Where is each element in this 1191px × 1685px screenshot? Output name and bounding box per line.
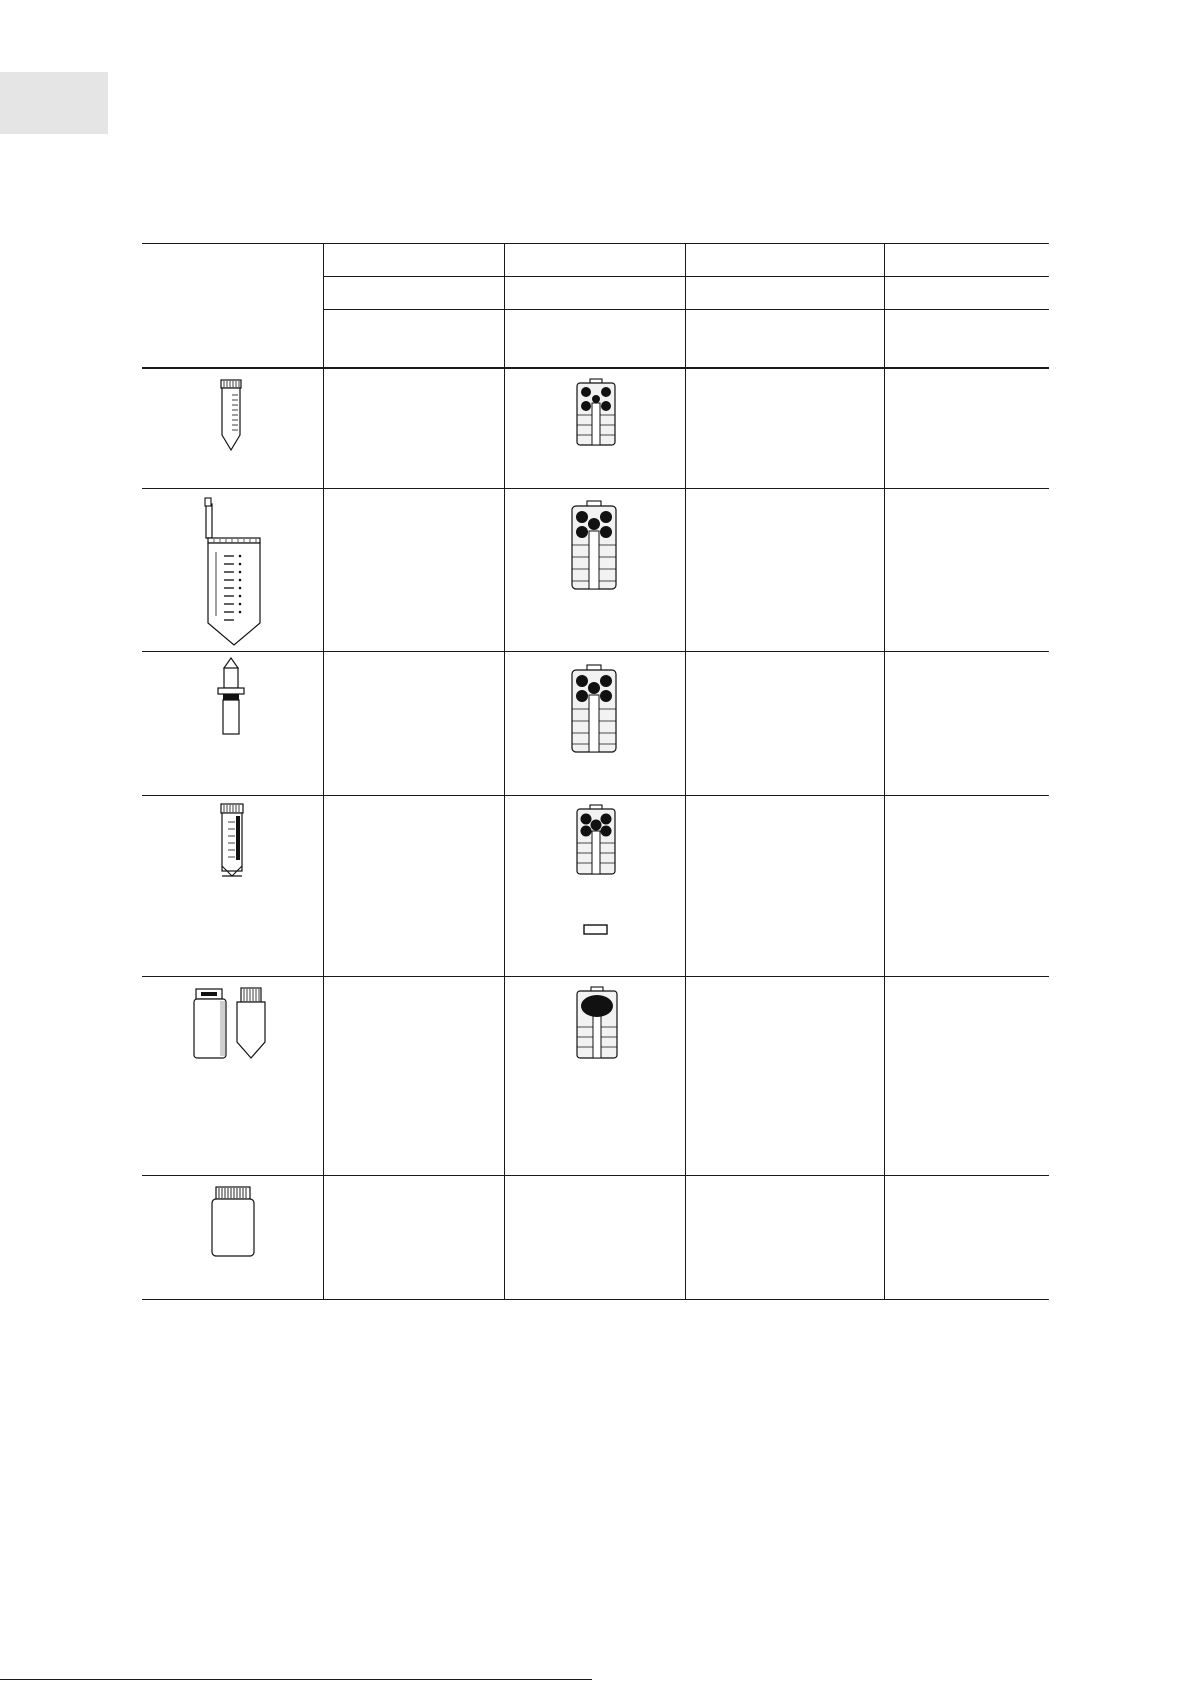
- chapter-tab-marker: [0, 72, 108, 134]
- insert-plate-icon: [583, 924, 608, 935]
- adapter-4-place-with-insert-icon: [576, 805, 616, 875]
- adapter-single-bottle-icon: [576, 987, 618, 1059]
- table-bottom-rule: [142, 1299, 1049, 1300]
- row-rule-2: [142, 651, 1049, 652]
- filter-unit-icon: [216, 658, 246, 736]
- column-divider-4: [884, 243, 885, 1300]
- wide-bottle-icon: [210, 1186, 256, 1258]
- row-rule-5: [142, 1175, 1049, 1176]
- conical-tube-skirted-icon: [219, 804, 245, 878]
- footer-text: [600, 1674, 780, 1684]
- table-top-rule: [142, 243, 1049, 244]
- header-bottom-rule: [142, 367, 1049, 369]
- column-divider-2: [504, 243, 505, 1176]
- row-rule-4: [142, 976, 1049, 977]
- column-divider-3: [685, 243, 686, 1300]
- conical-tube-snap-cap-icon: [200, 498, 264, 646]
- column-divider-2-last-row: [504, 1175, 505, 1300]
- row-rule-3: [142, 795, 1049, 796]
- column-divider-1: [323, 243, 324, 1300]
- adapter-5-place-icon: [571, 665, 617, 753]
- conical-tube-small-icon: [218, 379, 244, 451]
- adapter-5-place-icon: [576, 379, 616, 446]
- header-rule-1: [323, 276, 1049, 277]
- row-rule-1: [142, 488, 1049, 489]
- bottle-pair-icon: [193, 987, 271, 1059]
- footer-rule: [0, 1679, 592, 1680]
- header-rule-2: [323, 309, 1049, 310]
- adapter-5-place-icon: [571, 501, 617, 590]
